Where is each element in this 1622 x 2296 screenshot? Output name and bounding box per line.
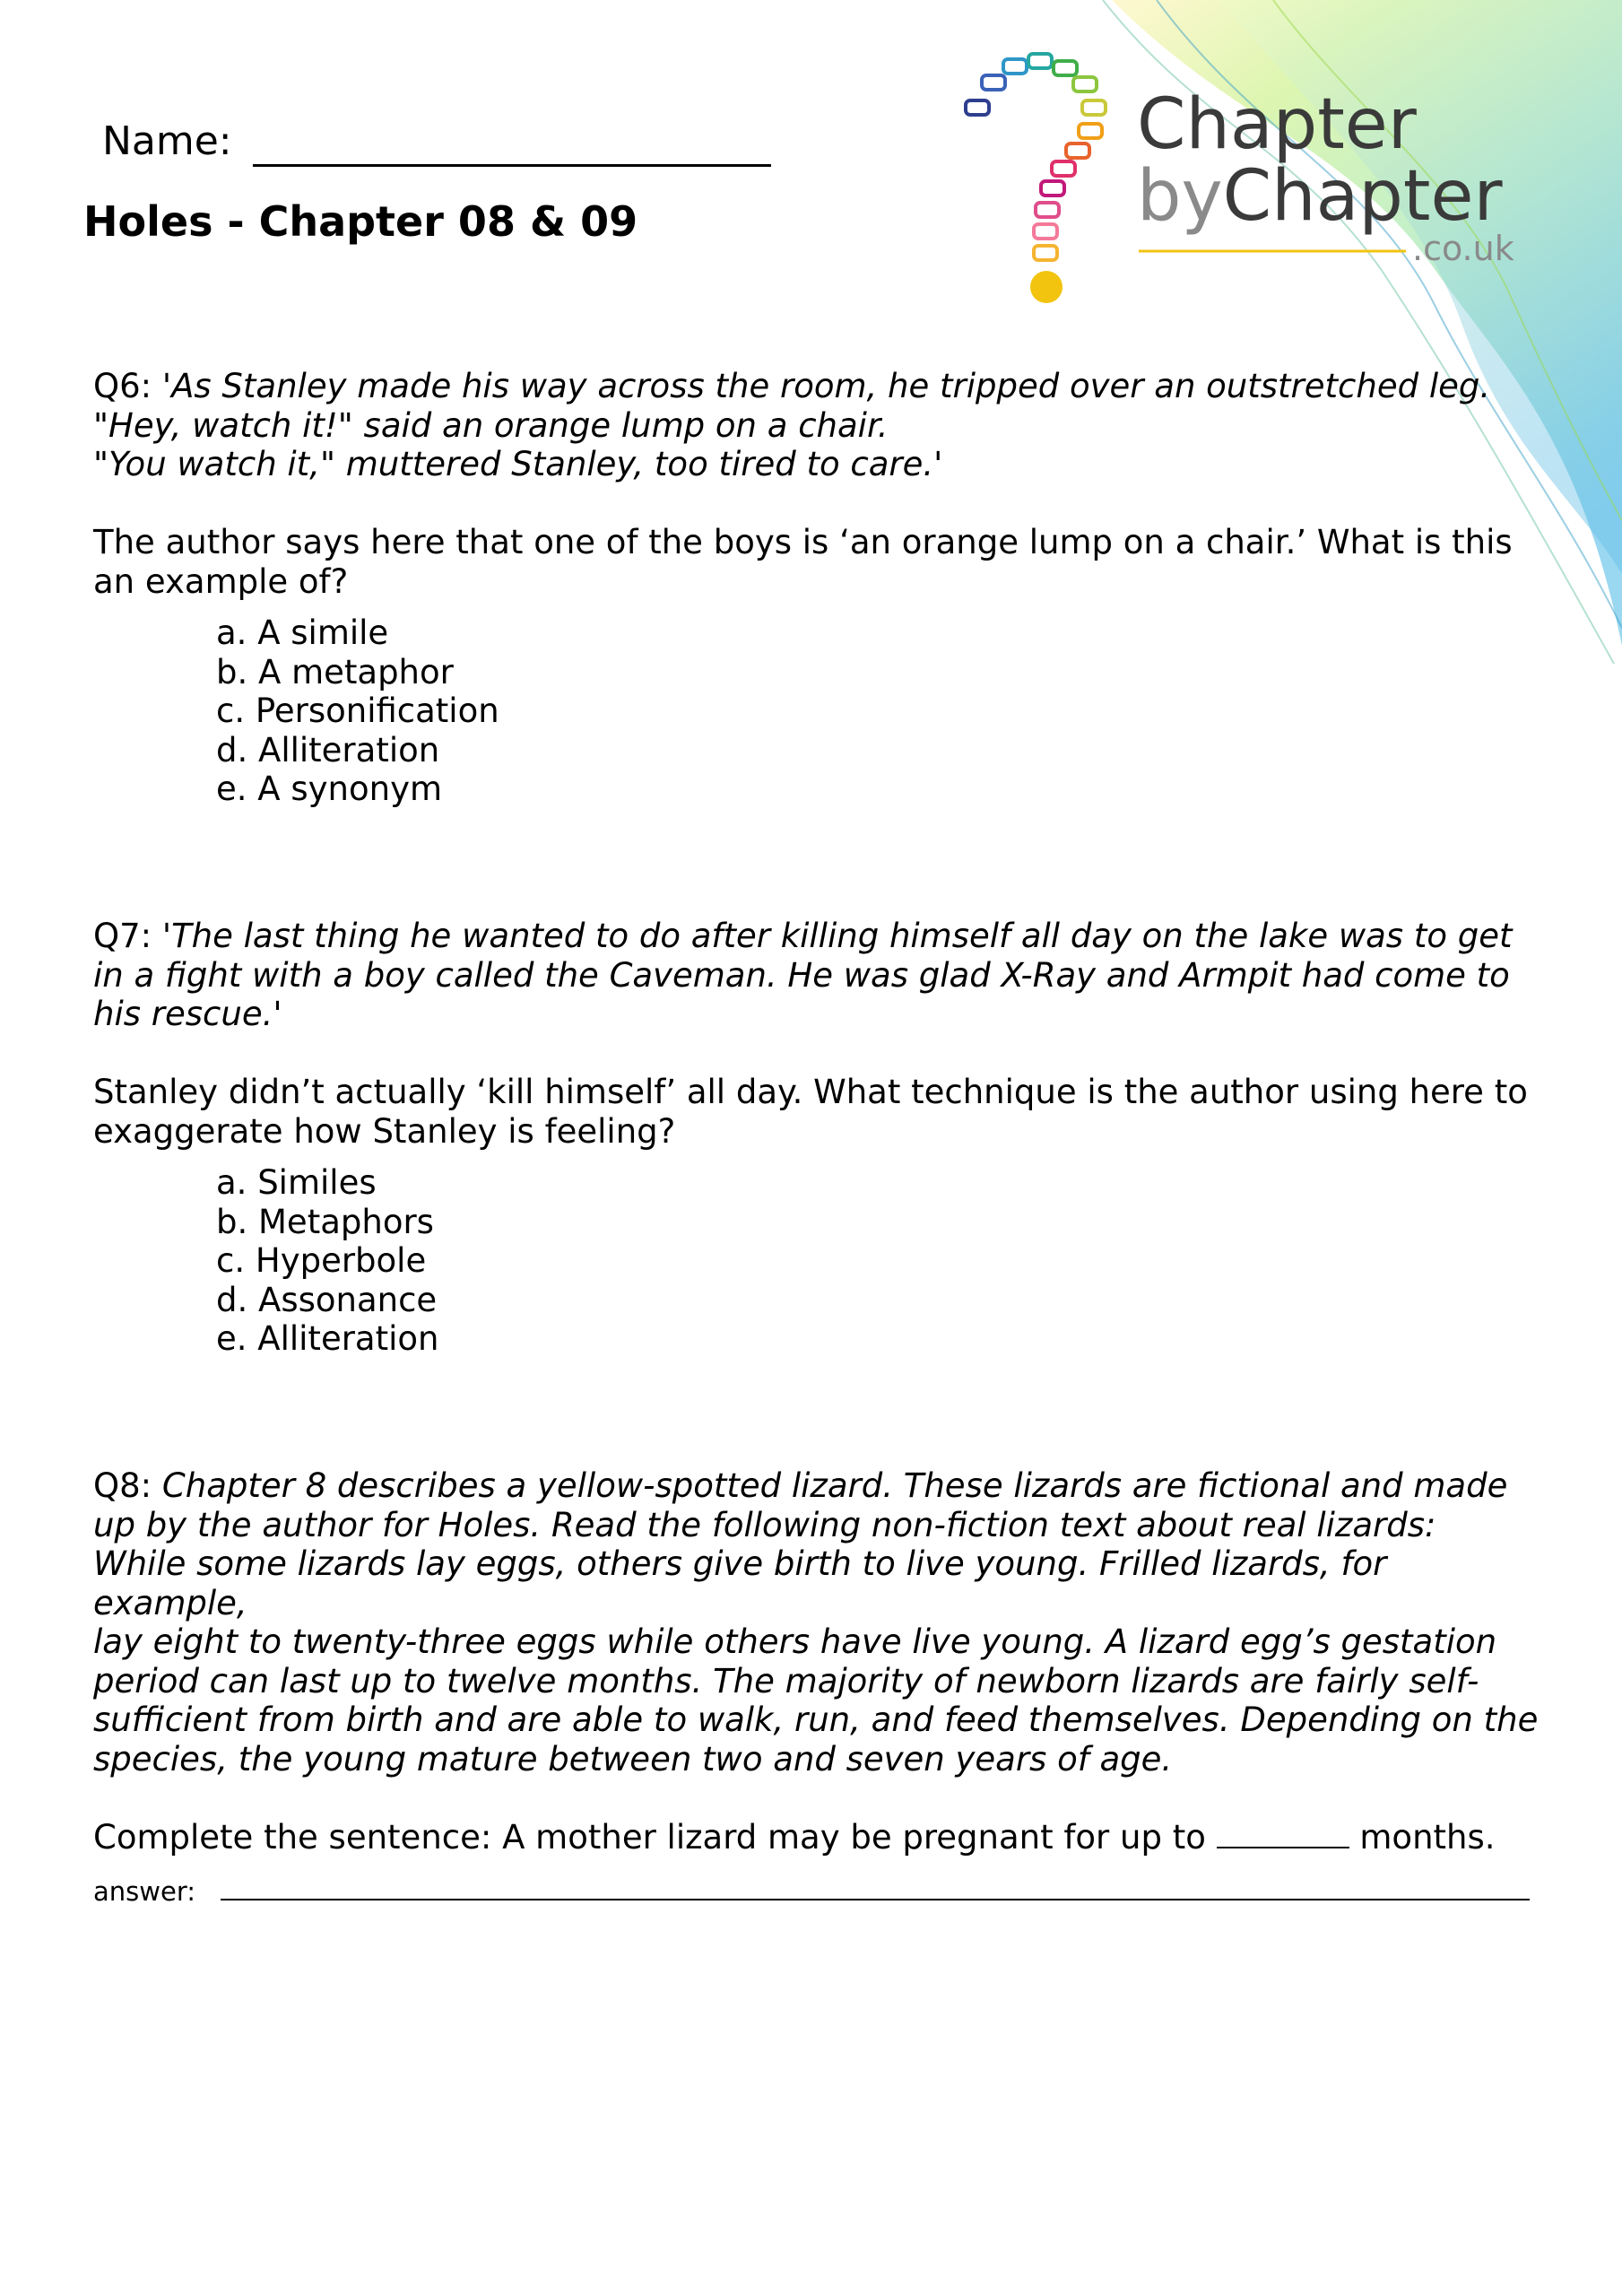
logo-domain: .co.uk	[1412, 229, 1514, 268]
chapter-by-chapter-logo	[959, 45, 1551, 314]
q7-option-d[interactable]: d. Assonance	[216, 1280, 438, 1319]
q7-quote-line2: in a fight with a boy called the Caveman. He was glad X-Ray and Armpit had come to	[93, 955, 1510, 995]
q6-option-d[interactable]: d. Alliteration	[216, 730, 440, 770]
q7-option-a[interactable]: a. Similes	[216, 1163, 377, 1202]
q8-text-line3: While some lizards lay eggs, others give birth to live young. Frilled lizards, for example,	[93, 1544, 1387, 1622]
q7-quote-line1: 'The last thing he wanted to do after killing himself all day on the lake was to get	[161, 917, 1513, 955]
q7-prompt-line2: exaggerate how Stanley is feeling?	[93, 1111, 676, 1151]
answer-line[interactable]	[221, 1899, 1530, 1900]
q8-text-line7: species, the young mature between two and seven years of age.	[93, 1739, 1173, 1779]
q6-quote-line1: 'As Stanley made his way across the room, he tripped over an outstretched leg.	[161, 367, 1491, 405]
q8-text-line6: sufficient from birth and are able to walk, run, and feed themselves. Depending on the	[93, 1700, 1539, 1739]
q7-number: Q7:	[93, 917, 152, 955]
name-label: Name:	[102, 118, 232, 164]
book-arc-segment	[1003, 59, 1027, 74]
book-arc-segment	[1041, 181, 1064, 196]
q7-quote-line3: his rescue.'	[93, 995, 282, 1033]
q8-blank[interactable]	[1217, 1847, 1349, 1848]
logo-by: by	[1137, 156, 1223, 237]
q6-prompt-line1: The author says here that one of the boys is ‘an orange lump on a chair.’ What is this	[93, 523, 1513, 561]
book-arc-icon	[966, 54, 1106, 260]
book-arc-segment	[1066, 144, 1089, 158]
book-arc-segment	[966, 100, 989, 115]
q8-text-line4: lay eight to twenty-three eggs while others have live young. A lizard egg’s gestation	[93, 1622, 1497, 1661]
question-7	[93, 917, 1546, 1359]
q8-text-line1: Chapter 8 describes a yellow-spotted lizard. These lizards are fictional and made	[161, 1466, 1508, 1505]
question-6	[93, 367, 1546, 809]
logo-line2	[1137, 156, 1503, 237]
book-arc-segment	[982, 75, 1005, 90]
book-arc-segment	[1036, 203, 1059, 217]
q7-option-b[interactable]: b. Metaphors	[216, 1202, 434, 1241]
book-arc-segment	[1028, 54, 1052, 68]
q6-quote-line3: "You watch it," muttered Stanley, too tired to care.'	[93, 445, 943, 483]
logo-line1: Chapter	[1137, 84, 1417, 165]
q6-number: Q6:	[93, 367, 152, 405]
q8-number: Q8:	[93, 1466, 152, 1505]
q7-options	[216, 1163, 1546, 1359]
logo-dot-icon	[1030, 271, 1063, 303]
q8-prompt-before: Complete the sentence: A mother lizard may be pregnant for up to	[93, 1817, 1206, 1857]
book-arc-segment	[1034, 224, 1057, 239]
q8-text-line2: up by the author for Holes. Read the following non-fiction text about real lizards:	[93, 1505, 1436, 1544]
q7-option-c[interactable]: c. Hyperbole	[216, 1241, 427, 1280]
q6-option-b[interactable]: b. A metaphor	[216, 652, 454, 691]
book-arc-segment	[1079, 124, 1102, 138]
book-arc-segment	[1054, 61, 1077, 75]
question-8	[93, 1466, 1546, 1857]
answer-label: answer:	[93, 1876, 196, 1907]
q8-text-line5: period can last up to twelve months. The majority of newborn lizards are fairly self-	[93, 1661, 1479, 1700]
book-arc-segment	[1082, 100, 1106, 115]
logo-chapter: Chapter	[1222, 156, 1503, 237]
q6-option-e[interactable]: e. A synonym	[216, 770, 443, 808]
book-arc-segment	[1034, 246, 1057, 260]
q6-option-c[interactable]: c. Personification	[216, 691, 499, 730]
q6-prompt-line2: an example of?	[93, 561, 349, 601]
q7-prompt-line1: Stanley didn’t actually ‘kill himself’ all day. What technique is the author using here to	[93, 1073, 1528, 1111]
q6-options	[216, 613, 1546, 809]
q8-prompt-after: months.	[1359, 1817, 1496, 1857]
q6-option-a[interactable]: a. A simile	[216, 613, 389, 652]
name-field-line[interactable]	[253, 164, 771, 167]
q7-option-e[interactable]: e. Alliteration	[216, 1319, 439, 1358]
book-arc-segment	[1052, 161, 1075, 176]
book-arc-segment	[1073, 77, 1097, 91]
page-title: Holes - Chapter 08 & 09	[83, 197, 638, 246]
q8-prompt	[93, 1818, 1546, 1857]
q6-quote-line2: "Hey, watch it!" said an orange lump on a chair.	[93, 405, 889, 445]
